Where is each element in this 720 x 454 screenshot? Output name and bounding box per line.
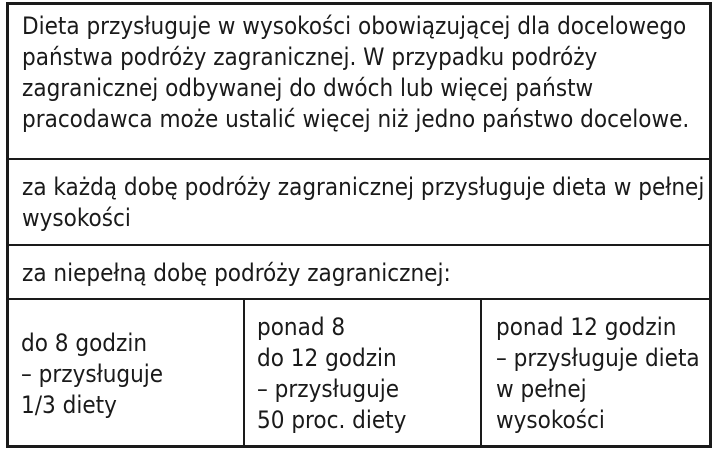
column-line: wysokości — [496, 406, 605, 434]
column-line: do 12 godzin — [257, 344, 397, 372]
intro-text — [22, 11, 699, 135]
diet-rules-table — [6, 2, 712, 448]
column-line: – przysługuje — [257, 375, 400, 403]
intro-line: Dieta przysługuje w wysokości obowiązującej dla docelowego — [22, 12, 687, 40]
partial-day-columns — [9, 300, 709, 445]
column-line: 50 proc. diety — [257, 406, 407, 434]
full-day-text — [22, 172, 705, 234]
column-over-12h — [482, 300, 709, 445]
column-under-8h — [9, 300, 245, 445]
intro-row — [9, 5, 709, 160]
column-line: ponad 12 godzin — [496, 313, 677, 341]
column-line: – przysługuje dieta — [496, 344, 700, 372]
partial-day-label: za niepełną dobę podróży zagranicznej: — [22, 259, 451, 287]
intro-line: państwa podróży zagranicznej. W przypadku podróży — [22, 43, 598, 71]
partial-day-row — [9, 246, 709, 300]
intro-line: zagranicznej odbywanej do dwóch lub więcej państw — [22, 74, 594, 102]
full-day-row — [9, 160, 709, 246]
full-day-line: za każdą dobę podróży zagranicznej przysługuje dieta w pełnej — [22, 173, 705, 201]
intro-line: pracodawca może ustalić więcej niż jedno państwo docelowe. — [22, 105, 690, 133]
column-line: – przysługuje — [21, 360, 164, 388]
column-8-to-12h — [245, 300, 482, 445]
column-line: 1/3 diety — [21, 391, 117, 419]
column-line: ponad 8 — [257, 313, 346, 341]
column-line: w pełnej — [496, 375, 587, 403]
full-day-line: wysokości — [22, 204, 131, 232]
column-line: do 8 godzin — [21, 329, 148, 357]
